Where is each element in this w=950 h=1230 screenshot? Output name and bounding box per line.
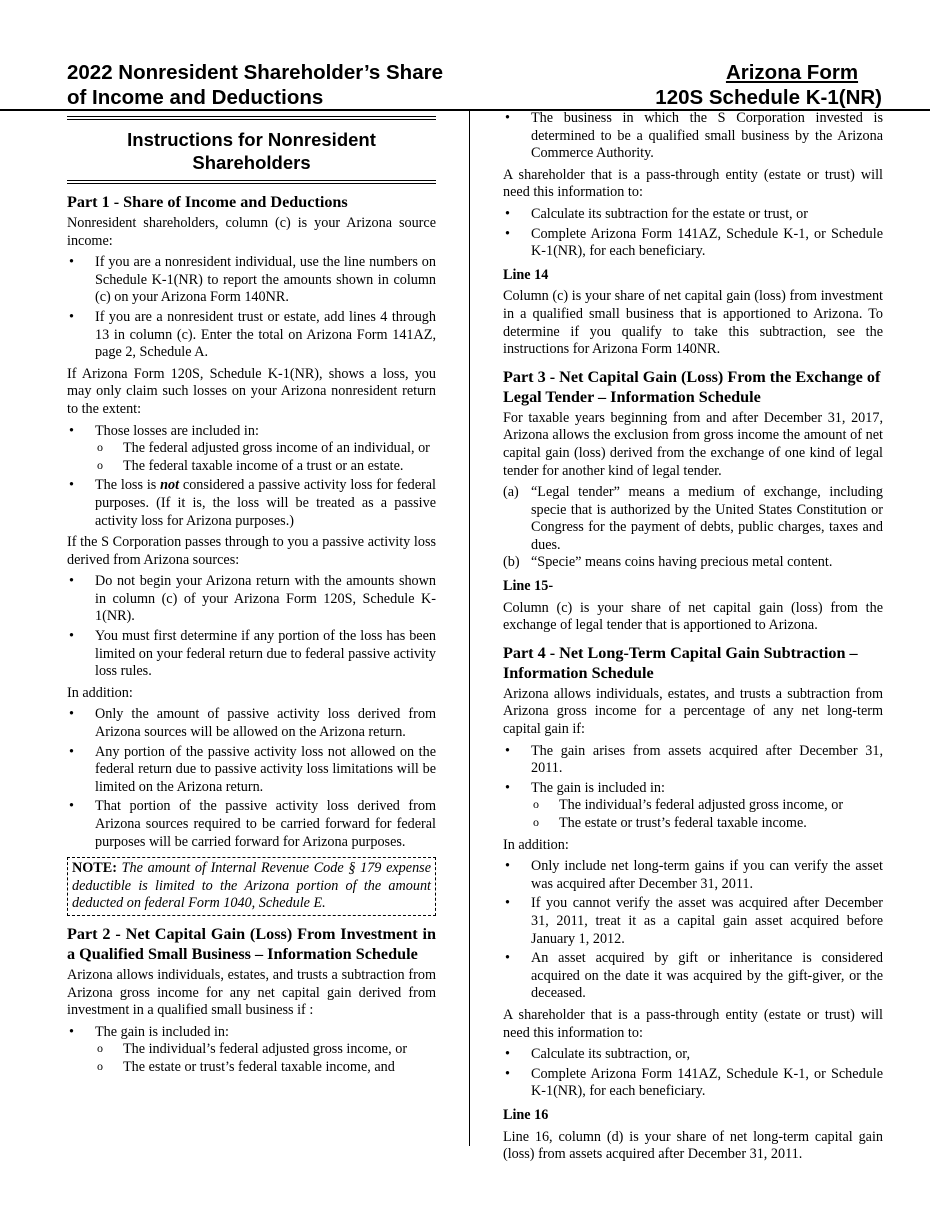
part2-heading: Part 2 - Net Capital Gain (Loss) From Investment in a Qualified Small Business – Information Schedule — [67, 924, 436, 963]
definition-text: “Legal tender” means a medium of exchange, including specie that is authorized by the United States Constitution or Congress for the payment of debts, public charges, taxes and dues. — [531, 484, 883, 553]
list-item-text: considered a passive activity loss for federal purposes. (If it is, the loss will be treated as a passive activity loss for Arizona purposes.) — [95, 477, 436, 529]
paragraph: A shareholder that is a pass-through entity (estate or trust) will need this information to: — [503, 166, 883, 201]
list-item: • If you are a nonresident trust or estate, add lines 4 through 13 in column (c). Enter the total on Arizona Form 141AZ, page 2, Schedule A. — [67, 309, 436, 362]
form-identifier — [582, 60, 882, 110]
instructions-title-line1: Instructions for Nonresident — [127, 129, 376, 150]
sub-list — [531, 797, 883, 832]
list-item: • Any portion of the passive activity loss not allowed on the federal return due to passive activity loss limitations will be limited on the Arizona return. — [67, 744, 436, 797]
list-item: • Do not begin your Arizona return with the amounts shown in column (c) of your Arizona Form 120S, Schedule K-1(NR). — [67, 573, 436, 626]
list-item: • The business in which the S Corporation invested is determined to be a qualified small business by the Arizona Commerce Authority. — [503, 110, 883, 163]
sub-list-item: o The individual’s federal adjusted gross income, or — [531, 797, 883, 815]
note-box — [67, 857, 436, 916]
paragraph: Column (c) is your share of net capital gain (loss) from investment in a qualified small business that is apportioned to Arizona. To determine if you qualify to take this subtraction, see the instructions for Arizona Form 140NR. — [503, 288, 883, 358]
list-item-text: Those losses are included in: — [95, 422, 259, 439]
definition-item — [503, 554, 883, 572]
form-title-line2: of Income and Deductions — [67, 86, 324, 109]
part1-heading: Part 1 - Share of Income and Deductions — [67, 193, 348, 211]
sub-list-item: o The federal adjusted gross income of an individual, or — [95, 440, 436, 458]
paragraph: For taxable years beginning from and after December 31, 2017, Arizona allows the exclusion from gross income the amount of net capital gain (loss) derived from the exchange of one kind of legal tender for another kind of legal tender. — [503, 409, 883, 479]
list-item — [503, 780, 883, 833]
bullet-list — [503, 206, 883, 261]
list-item: • An asset acquired by gift or inheritance is considered acquired on the date it was acquired by the gift-giver, or the deceased. — [503, 950, 883, 1003]
list-item — [67, 477, 436, 530]
note-label: NOTE: — [72, 860, 117, 877]
part3-heading: Part 3 - Net Capital Gain (Loss) From the Exchange of Legal Tender – Information Schedule — [503, 367, 881, 406]
list-item: • Only include net long-term gains if you can verify the asset was acquired after December 31, 2011. — [503, 858, 883, 893]
bullet-list — [67, 573, 436, 681]
list-item — [67, 423, 436, 476]
instructions-title-line2: Shareholders — [192, 152, 311, 173]
line15-heading: Line 15- — [503, 578, 554, 595]
paragraph: Nonresident shareholders, column (c) is your Arizona source income: — [67, 215, 436, 249]
list-item-text: The loss is — [95, 477, 161, 494]
definition-text: “Specie” means coins having precious metal content. — [531, 554, 833, 571]
bullet-list — [503, 1046, 883, 1101]
list-item: • The gain arises from assets acquired after December 31, 2011. — [503, 743, 883, 778]
paragraph: In addition: — [503, 836, 569, 853]
emphasis-not: not — [160, 477, 180, 494]
sub-list — [95, 1041, 436, 1076]
right-column — [503, 110, 883, 1168]
line16-heading: Line 16 — [503, 1106, 549, 1123]
sub-list-item: o The individual’s federal adjusted gross income, or — [95, 1041, 436, 1059]
column-divider — [469, 110, 470, 1146]
bullet-list — [67, 706, 436, 851]
sub-list — [95, 440, 436, 475]
list-item-text: The gain is included in: — [531, 779, 665, 796]
paragraph: If Arizona Form 120S, Schedule K-1(NR), shows a loss, you may only claim such losses on your Arizona nonresident return to the extent: — [67, 365, 436, 417]
bullet-list — [67, 423, 436, 531]
definition-list — [503, 484, 883, 572]
sub-list-item: o The estate or trust’s federal taxable income, and — [95, 1059, 436, 1077]
list-item: • If you cannot verify the asset was acquired after December 31, 2011, treat it as a capital gain asset acquired before January 1, 2012. — [503, 895, 883, 948]
paragraph: Arizona allows individuals, estates, and trusts a subtraction from Arizona gross income for a percentage of any net long-term capital gain if: — [503, 685, 883, 738]
definition-label: (a) — [503, 484, 519, 501]
paragraph: A shareholder that is a pass-through entity (estate or trust) will need this information to: — [503, 1006, 883, 1041]
list-item: • You must first determine if any portion of the loss has been limited on your federal return due to federal passive activity loss rules. — [67, 628, 436, 681]
bullet-list — [503, 110, 883, 163]
form-identifier-line1: Arizona Form — [725, 61, 859, 84]
definition-item — [503, 484, 883, 554]
list-item — [67, 1024, 436, 1077]
bullet-list — [503, 858, 883, 1003]
paragraph: Column (c) is your share of net capital gain (loss) from the exchange of legal tender that is apportioned to Arizona. — [503, 599, 883, 634]
definition-label: (b) — [503, 554, 520, 571]
line14-heading: Line 14 — [503, 266, 549, 283]
part4-heading: Part 4 - Net Long-Term Capital Gain Subtraction – Information Schedule — [503, 643, 858, 682]
paragraph: In addition: — [67, 684, 133, 701]
sub-list-item: o The estate or trust’s federal taxable income. — [531, 815, 883, 833]
sub-list-item: o The federal taxable income of a trust or an estate. — [95, 458, 436, 476]
list-item: • Calculate its subtraction, or, — [503, 1046, 883, 1064]
form-identifier-line2: 120S Schedule K-1(NR) — [655, 86, 882, 109]
list-item: • Complete Arizona Form 141AZ, Schedule K-1, or Schedule K-1(NR), for each beneficiary. — [503, 1066, 883, 1101]
paragraph: If the S Corporation passes through to you a passive activity loss derived from Arizona sources: — [67, 534, 436, 568]
list-item: • Calculate its subtraction for the estate or trust, or — [503, 206, 883, 224]
form-title-line1: 2022 Nonresident Shareholder’s Share — [67, 61, 443, 84]
list-item: • That portion of the passive activity loss derived from Arizona sources required to be carried forward for federal purposes will be carried forward for Arizona purposes. — [67, 798, 436, 851]
bullet-list — [503, 743, 883, 833]
note-text: The amount of Internal Revenue Code § 179 expense deductible is limited to the Arizona portion of the amount deducted on federal Form 1040, Schedule E. — [72, 860, 431, 912]
form-title — [67, 60, 487, 110]
list-item-text: The gain is included in: — [95, 1023, 229, 1040]
left-column — [67, 110, 436, 1081]
list-item: • Only the amount of passive activity loss derived from Arizona sources will be allowed on the Arizona return. — [67, 706, 436, 741]
paragraph: Line 16, column (d) is your share of net long-term capital gain (loss) from assets acquired after December 31, 2011. — [503, 1128, 883, 1163]
paragraph: Arizona allows individuals, estates, and trusts a subtraction from Arizona gross income for any net capital gain derived from investment in a qualified small business if : — [67, 966, 436, 1019]
bullet-list — [67, 1024, 436, 1077]
list-item: • If you are a nonresident individual, use the line numbers on Schedule K-1(NR) to report the amounts shown in column (c) on your Arizona Form 140NR. — [67, 254, 436, 307]
bullet-list — [67, 254, 436, 362]
instructions-title-box — [67, 116, 436, 184]
list-item: • Complete Arizona Form 141AZ, Schedule K-1, or Schedule K-1(NR), for each beneficiary. — [503, 226, 883, 261]
